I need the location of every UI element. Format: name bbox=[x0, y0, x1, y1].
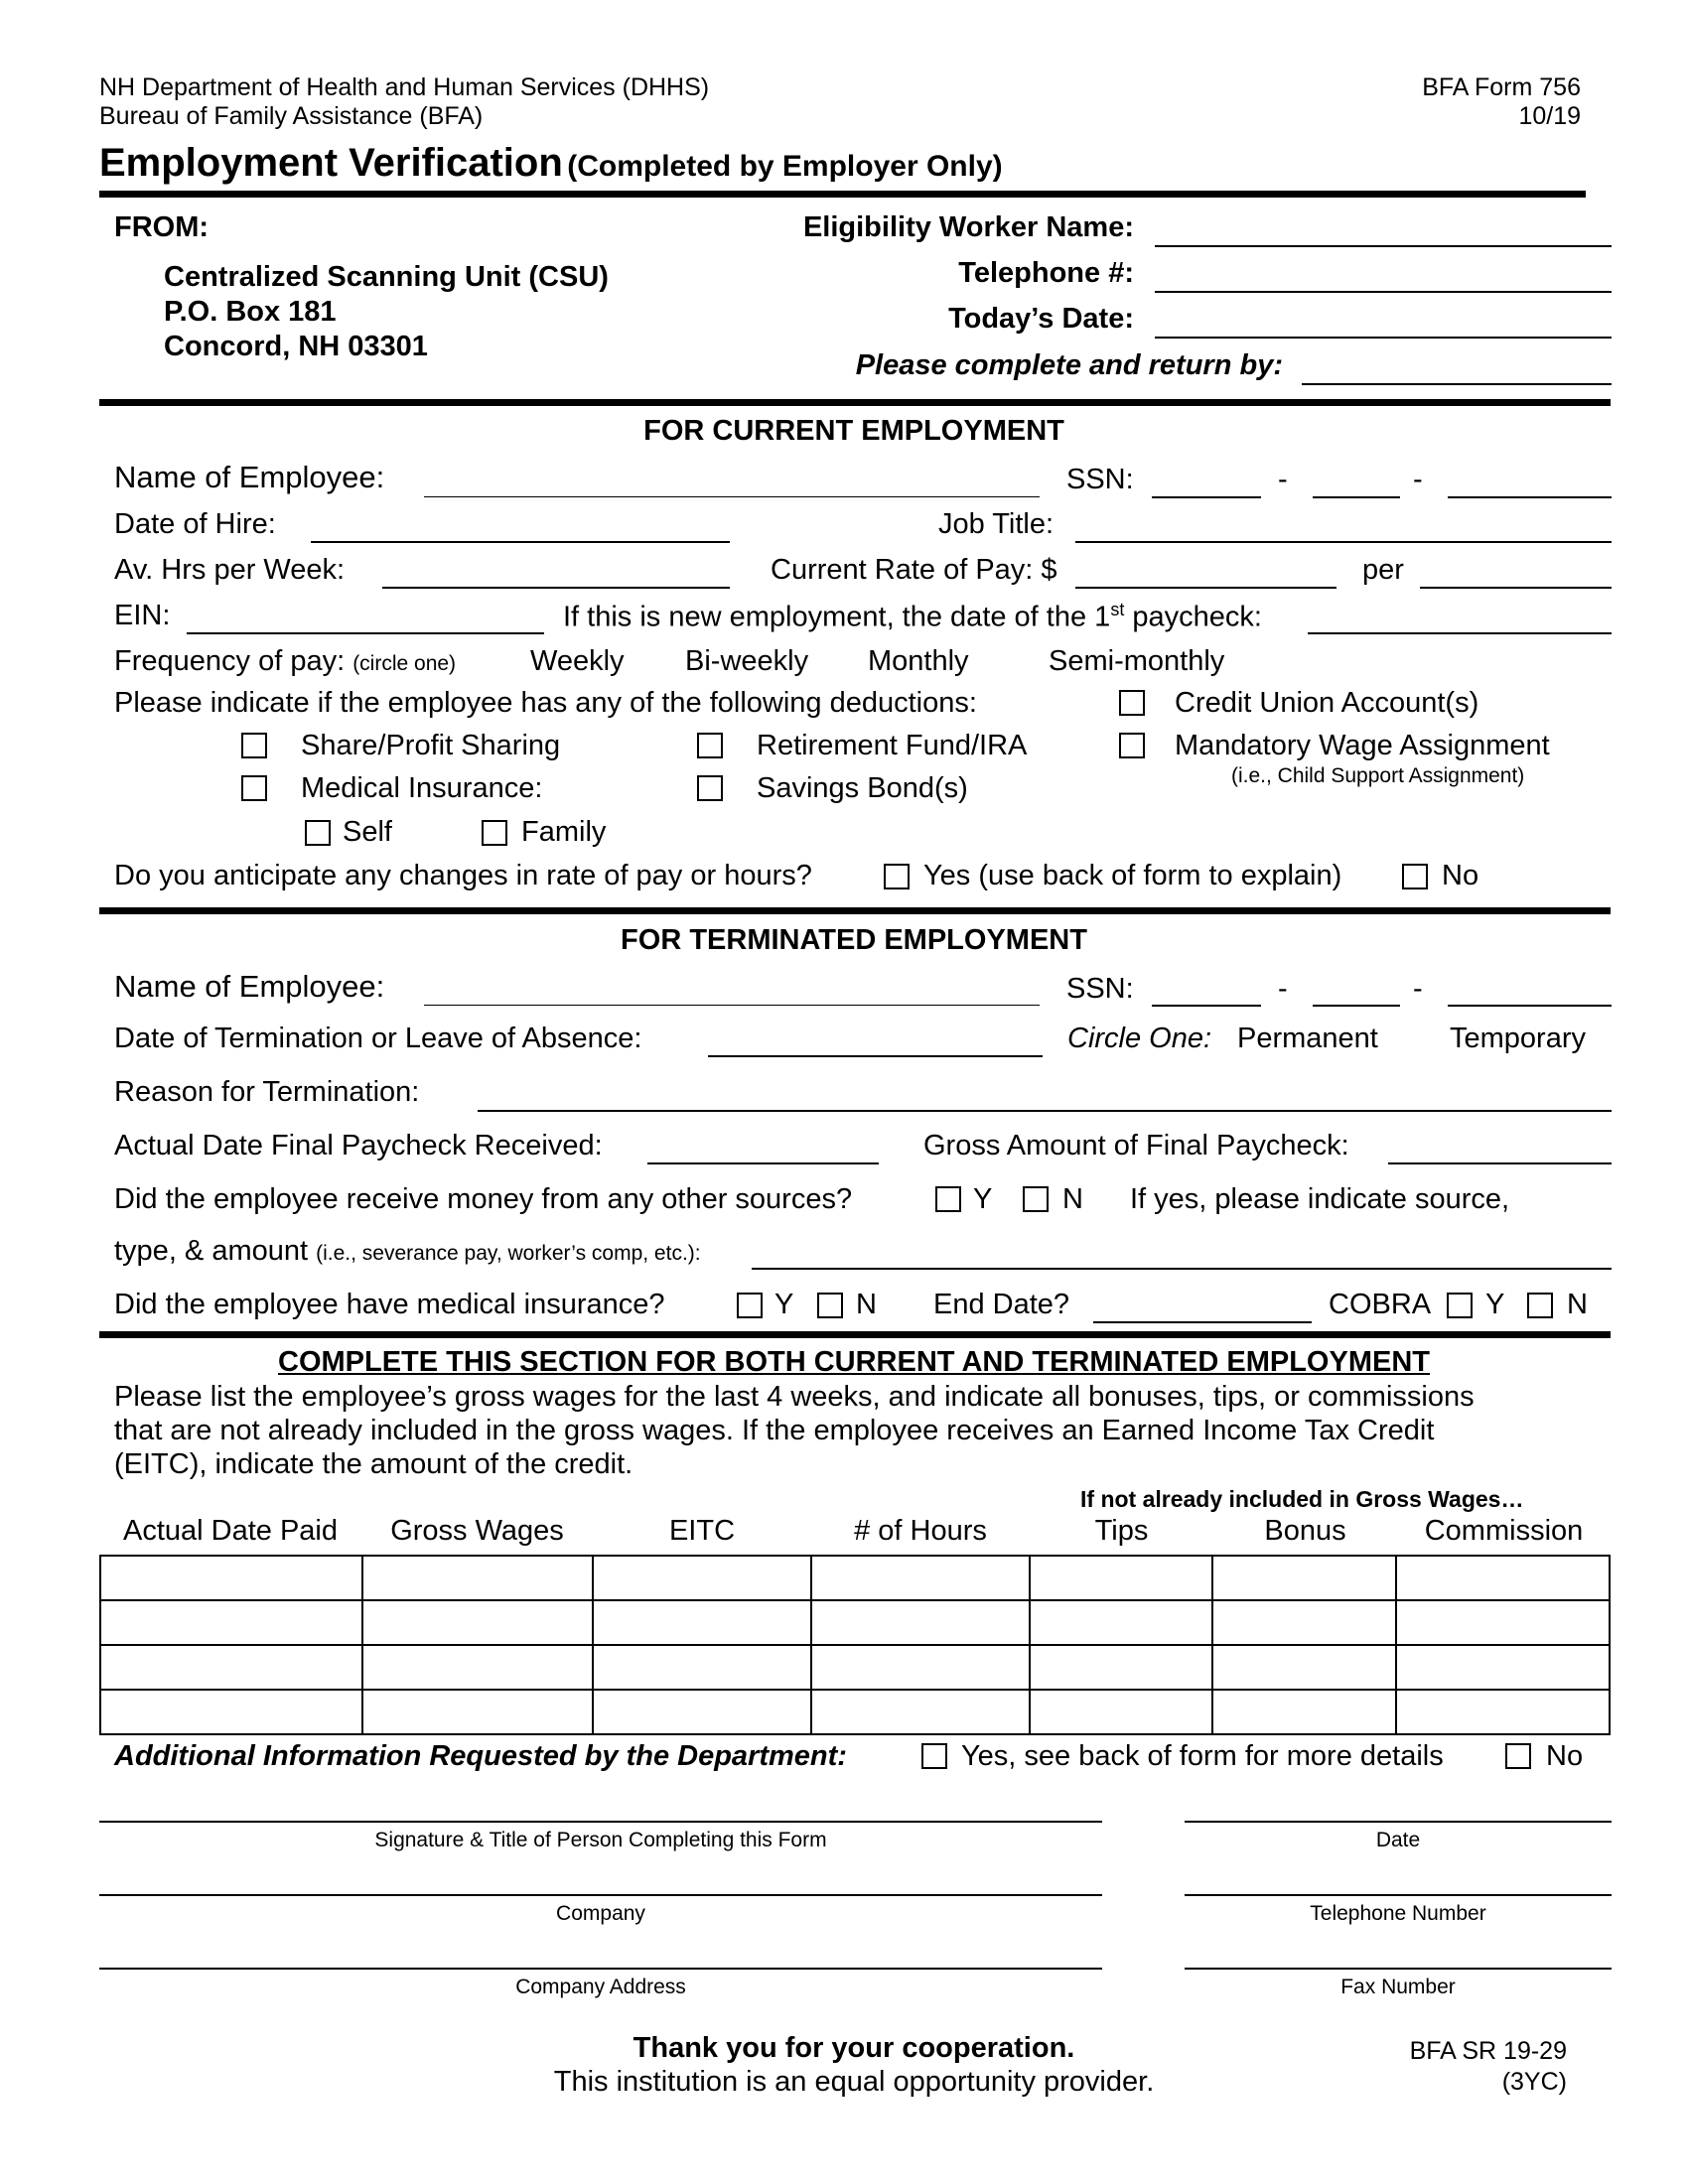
self-label: Self bbox=[343, 816, 392, 848]
table-cell[interactable] bbox=[362, 1600, 594, 1645]
cur-ssn-part2[interactable] bbox=[1313, 496, 1400, 498]
retirement-label: Retirement Fund/IRA bbox=[757, 730, 1028, 761]
table-cell[interactable] bbox=[1030, 1690, 1213, 1734]
table-cell[interactable] bbox=[593, 1556, 811, 1600]
col-bonus: Bonus bbox=[1264, 1515, 1346, 1547]
from-line3: Concord, NH 03301 bbox=[164, 331, 428, 362]
changes-yes-checkbox[interactable] bbox=[884, 864, 910, 889]
final-paycheck-date-label: Actual Date Final Paycheck Received: bbox=[114, 1130, 603, 1161]
credit-union-label: Credit Union Account(s) bbox=[1175, 687, 1479, 719]
worker-phone-field[interactable] bbox=[1155, 291, 1612, 293]
additional-info-label: Additional Information Requested by the Department: bbox=[114, 1740, 847, 1772]
freq-biweekly[interactable]: Bi-weekly bbox=[685, 645, 809, 677]
table-cell[interactable] bbox=[100, 1600, 362, 1645]
additional-no-checkbox[interactable] bbox=[1505, 1743, 1531, 1769]
both-para-line1: Please list the employee’s gross wages for the last 4 weeks, and indicate all bonuses, tips, or commissions bbox=[114, 1381, 1475, 1413]
cobra-n-label: N bbox=[1567, 1289, 1588, 1320]
fax-label: Fax Number bbox=[1340, 1976, 1456, 1998]
table-cell[interactable] bbox=[100, 1556, 362, 1600]
medical-n-label: N bbox=[856, 1289, 877, 1320]
medical-y-checkbox[interactable] bbox=[737, 1293, 763, 1318]
changes-yes-label: Yes (use back of form to explain) bbox=[923, 860, 1342, 891]
table-cell[interactable] bbox=[1212, 1645, 1396, 1690]
rate-field[interactable] bbox=[1075, 587, 1336, 589]
table-cell[interactable] bbox=[1212, 1600, 1396, 1645]
table-cell[interactable] bbox=[1396, 1690, 1610, 1734]
term-ssn-part2[interactable] bbox=[1313, 1005, 1400, 1007]
terminated-heading: FOR TERMINATED EMPLOYMENT bbox=[621, 924, 1087, 956]
table-cell[interactable] bbox=[593, 1645, 811, 1690]
table-cell[interactable] bbox=[811, 1645, 1030, 1690]
col-hours: # of Hours bbox=[854, 1515, 987, 1547]
col-gross-wages: Gross Wages bbox=[390, 1515, 564, 1547]
sig-date-field[interactable] bbox=[1185, 1821, 1612, 1823]
per-field[interactable] bbox=[1420, 587, 1612, 589]
both-para-line3: (EITC), indicate the amount of the credit. bbox=[114, 1448, 633, 1480]
cur-ssn-part3[interactable] bbox=[1448, 496, 1612, 498]
medical-insurance-label: Medical Insurance: bbox=[301, 772, 543, 804]
cobra-y-checkbox[interactable] bbox=[1447, 1293, 1473, 1318]
cobra-y-label: Y bbox=[1485, 1289, 1505, 1320]
title-rule bbox=[99, 191, 1586, 198]
reason-field[interactable] bbox=[478, 1110, 1612, 1112]
company-phone-label: Telephone Number bbox=[1310, 1902, 1486, 1925]
frequency-label bbox=[114, 645, 456, 678]
worker-name-field[interactable] bbox=[1155, 245, 1612, 247]
rate-label: Current Rate of Pay: $ bbox=[771, 554, 1057, 586]
page-title bbox=[99, 141, 1003, 186]
freq-monthly[interactable]: Monthly bbox=[868, 645, 969, 677]
both-heading: COMPLETE THIS SECTION FOR BOTH CURRENT AND TERMINATED EMPLOYMENT bbox=[278, 1346, 1430, 1378]
form-date: 10/19 bbox=[1518, 102, 1581, 130]
term-name-label: Name of Employee: bbox=[114, 969, 385, 1004]
deductions-label: Please indicate if the employee has any of the following deductions: bbox=[114, 687, 977, 719]
table-cell[interactable] bbox=[1396, 1600, 1610, 1645]
table-cell[interactable] bbox=[1212, 1556, 1396, 1600]
table-cell[interactable] bbox=[100, 1690, 362, 1734]
ein-label: EIN: bbox=[114, 600, 171, 631]
first-paycheck-post: paycheck: bbox=[1124, 601, 1262, 633]
per-label: per bbox=[1362, 554, 1404, 586]
company-field[interactable] bbox=[99, 1894, 1102, 1896]
additional-no-label: No bbox=[1546, 1740, 1584, 1772]
hire-date-label: Date of Hire: bbox=[114, 508, 276, 540]
type-amount-note: (i.e., severance pay, worker’s comp, etc.): bbox=[316, 1242, 701, 1265]
table-cell[interactable] bbox=[362, 1556, 594, 1600]
title-text: Employment Verification bbox=[99, 141, 563, 185]
table-cell[interactable] bbox=[1212, 1690, 1396, 1734]
if-yes-label: If yes, please indicate source, bbox=[1130, 1183, 1510, 1215]
table-cell[interactable] bbox=[593, 1600, 811, 1645]
table-cell[interactable] bbox=[1030, 1556, 1213, 1600]
signature-field[interactable] bbox=[99, 1821, 1102, 1823]
footer-code-1: BFA SR 19-29 bbox=[1409, 2037, 1567, 2065]
cur-ssn-dash2: - bbox=[1413, 464, 1423, 495]
wages-table bbox=[99, 1555, 1611, 1735]
company-label: Company bbox=[556, 1902, 645, 1925]
thanks-text: Thank you for your cooperation. bbox=[633, 2032, 1075, 2064]
share-profit-label: Share/Profit Sharing bbox=[301, 730, 561, 761]
table-cell[interactable] bbox=[811, 1600, 1030, 1645]
type-amount-field[interactable] bbox=[752, 1268, 1612, 1270]
cobra-label: COBRA bbox=[1329, 1289, 1432, 1320]
job-title-label: Job Title: bbox=[938, 508, 1055, 540]
end-date-field[interactable] bbox=[1093, 1321, 1312, 1323]
savings-bond-checkbox[interactable] bbox=[697, 775, 723, 801]
table-cell[interactable] bbox=[1396, 1556, 1610, 1600]
final-paycheck-date-field[interactable] bbox=[647, 1162, 879, 1164]
additional-yes-checkbox[interactable] bbox=[921, 1743, 947, 1769]
self-checkbox[interactable] bbox=[305, 820, 331, 846]
other-sources-y-label: Y bbox=[973, 1183, 993, 1215]
mandatory-wage-label: Mandatory Wage Assignment bbox=[1175, 730, 1550, 761]
hours-label: Av. Hrs per Week: bbox=[114, 554, 346, 586]
term-ssn-dash1: - bbox=[1278, 973, 1288, 1005]
table-row bbox=[100, 1556, 1610, 1600]
changes-no-checkbox[interactable] bbox=[1402, 864, 1428, 889]
medical-n-checkbox[interactable] bbox=[817, 1293, 843, 1318]
company-phone-field[interactable] bbox=[1185, 1894, 1612, 1896]
type-amount-label bbox=[114, 1235, 701, 1268]
table-row bbox=[100, 1600, 1610, 1645]
cur-name-label: Name of Employee: bbox=[114, 460, 385, 494]
first-paycheck-field[interactable] bbox=[1308, 632, 1612, 634]
term-ssn-part3[interactable] bbox=[1448, 1005, 1612, 1007]
term-name-field[interactable] bbox=[424, 1005, 1040, 1006]
cur-ssn-label: SSN: bbox=[1066, 464, 1134, 495]
other-sources-n-label: N bbox=[1062, 1183, 1083, 1215]
not-included-note: If not already included in Gross Wages… bbox=[1080, 1486, 1524, 1512]
medical-ins-label: Did the employee have medical insurance? bbox=[114, 1289, 665, 1320]
from-label: FROM: bbox=[114, 211, 210, 243]
reason-label: Reason for Termination: bbox=[114, 1076, 420, 1108]
company-address-field[interactable] bbox=[99, 1968, 1102, 1970]
share-profit-checkbox[interactable] bbox=[241, 733, 267, 758]
mandatory-wage-note: (i.e., Child Support Assignment) bbox=[1231, 764, 1525, 787]
footer-code-2: (3YC) bbox=[1501, 2068, 1567, 2096]
changes-label: Do you anticipate any changes in rate of pay or hours? bbox=[114, 860, 812, 891]
changes-no-label: No bbox=[1442, 860, 1479, 891]
ein-field[interactable] bbox=[187, 632, 544, 634]
cobra-n-checkbox[interactable] bbox=[1527, 1293, 1553, 1318]
table-cell[interactable] bbox=[1030, 1645, 1213, 1690]
gross-final-label: Gross Amount of Final Paycheck: bbox=[923, 1130, 1349, 1161]
col-tips: Tips bbox=[1094, 1515, 1149, 1547]
other-sources-label: Did the employee receive money from any other sources? bbox=[114, 1183, 853, 1215]
cur-ssn-dash1: - bbox=[1278, 464, 1288, 495]
family-label: Family bbox=[521, 816, 607, 848]
frequency-note: (circle one) bbox=[352, 652, 457, 675]
section-rule-1 bbox=[99, 399, 1611, 406]
mandatory-wage-checkbox[interactable] bbox=[1119, 733, 1145, 758]
other-sources-y-checkbox[interactable] bbox=[935, 1186, 961, 1212]
family-checkbox[interactable] bbox=[482, 820, 507, 846]
section-rule-3 bbox=[99, 1331, 1611, 1338]
subtitle-text: (Completed by Employer Only) bbox=[567, 150, 1003, 183]
term-ssn-label: SSN: bbox=[1066, 973, 1134, 1005]
first-paycheck-label bbox=[563, 600, 1262, 634]
hours-field[interactable] bbox=[382, 587, 730, 589]
temporary-option[interactable]: Temporary bbox=[1450, 1023, 1586, 1054]
permanent-option[interactable]: Permanent bbox=[1237, 1023, 1378, 1054]
fax-field[interactable] bbox=[1185, 1968, 1612, 1970]
from-line1: Centralized Scanning Unit (CSU) bbox=[164, 261, 609, 293]
equal-opportunity-text: This institution is an equal opportunity provider. bbox=[553, 2066, 1155, 2098]
additional-yes-label: Yes, see back of form for more details bbox=[961, 1740, 1444, 1772]
first-paycheck-sup: st bbox=[1110, 600, 1125, 619]
today-date-label: Today’s Date: bbox=[948, 303, 1134, 335]
col-eitc: EITC bbox=[668, 1515, 736, 1547]
return-by-label: Please complete and return by: bbox=[855, 349, 1283, 381]
cur-name-field[interactable] bbox=[424, 496, 1040, 497]
col-commission: Commission bbox=[1424, 1515, 1584, 1547]
medical-y-label: Y bbox=[774, 1289, 794, 1320]
worker-phone-label: Telephone #: bbox=[958, 257, 1134, 289]
table-cell[interactable] bbox=[593, 1690, 811, 1734]
gross-final-field[interactable] bbox=[1388, 1162, 1612, 1164]
company-address-label: Company Address bbox=[515, 1976, 686, 1998]
from-line2: P.O. Box 181 bbox=[164, 296, 337, 328]
both-para-line2: that are not already included in the gross wages. If the employee receives an Earned Income Tax Credit bbox=[114, 1415, 1435, 1446]
savings-bond-label: Savings Bond(s) bbox=[757, 772, 968, 804]
retirement-checkbox[interactable] bbox=[697, 733, 723, 758]
dept-name: NH Department of Health and Human Services (DHHS) bbox=[99, 73, 710, 101]
table-cell[interactable] bbox=[1030, 1600, 1213, 1645]
cur-ssn-part1[interactable] bbox=[1152, 496, 1261, 498]
credit-union-checkbox[interactable] bbox=[1119, 690, 1145, 716]
other-sources-n-checkbox[interactable] bbox=[1023, 1186, 1049, 1212]
return-by-field[interactable] bbox=[1302, 383, 1612, 385]
first-paycheck-pre: If this is new employment, the date of the 1 bbox=[563, 601, 1111, 633]
section-rule-2 bbox=[99, 907, 1611, 914]
table-cell[interactable] bbox=[100, 1645, 362, 1690]
table-row bbox=[100, 1690, 1610, 1734]
medical-insurance-checkbox[interactable] bbox=[241, 775, 267, 801]
hire-date-field[interactable] bbox=[311, 541, 730, 543]
type-amount-text: type, & amount bbox=[114, 1235, 317, 1267]
job-title-field[interactable] bbox=[1075, 541, 1612, 543]
form-number: BFA Form 756 bbox=[1422, 73, 1581, 101]
sig-date-label: Date bbox=[1375, 1829, 1421, 1851]
today-date-field[interactable] bbox=[1155, 337, 1612, 339]
worker-name-label: Eligibility Worker Name: bbox=[802, 211, 1134, 243]
table-cell[interactable] bbox=[1396, 1645, 1610, 1690]
term-date-label: Date of Termination or Leave of Absence: bbox=[114, 1023, 642, 1054]
frequency-text: Frequency of pay: bbox=[114, 645, 353, 677]
table-cell[interactable] bbox=[362, 1690, 594, 1734]
table-cell[interactable] bbox=[362, 1645, 594, 1690]
term-date-field[interactable] bbox=[708, 1055, 1043, 1057]
table-cell[interactable] bbox=[811, 1690, 1030, 1734]
current-heading: FOR CURRENT EMPLOYMENT bbox=[643, 415, 1064, 447]
table-row bbox=[100, 1645, 1610, 1690]
bureau-name: Bureau of Family Assistance (BFA) bbox=[99, 102, 484, 130]
term-ssn-dash2: - bbox=[1413, 973, 1423, 1005]
freq-semimonthly[interactable]: Semi-monthly bbox=[1049, 645, 1225, 677]
table-cell[interactable] bbox=[811, 1556, 1030, 1600]
end-date-label: End Date? bbox=[933, 1289, 1070, 1320]
circle-one-label: Circle One: bbox=[1067, 1023, 1212, 1054]
freq-weekly[interactable]: Weekly bbox=[530, 645, 625, 677]
term-ssn-part1[interactable] bbox=[1152, 1005, 1261, 1007]
col-date-paid: Actual Date Paid bbox=[122, 1515, 338, 1547]
signature-label: Signature & Title of Person Completing this Form bbox=[374, 1829, 827, 1851]
